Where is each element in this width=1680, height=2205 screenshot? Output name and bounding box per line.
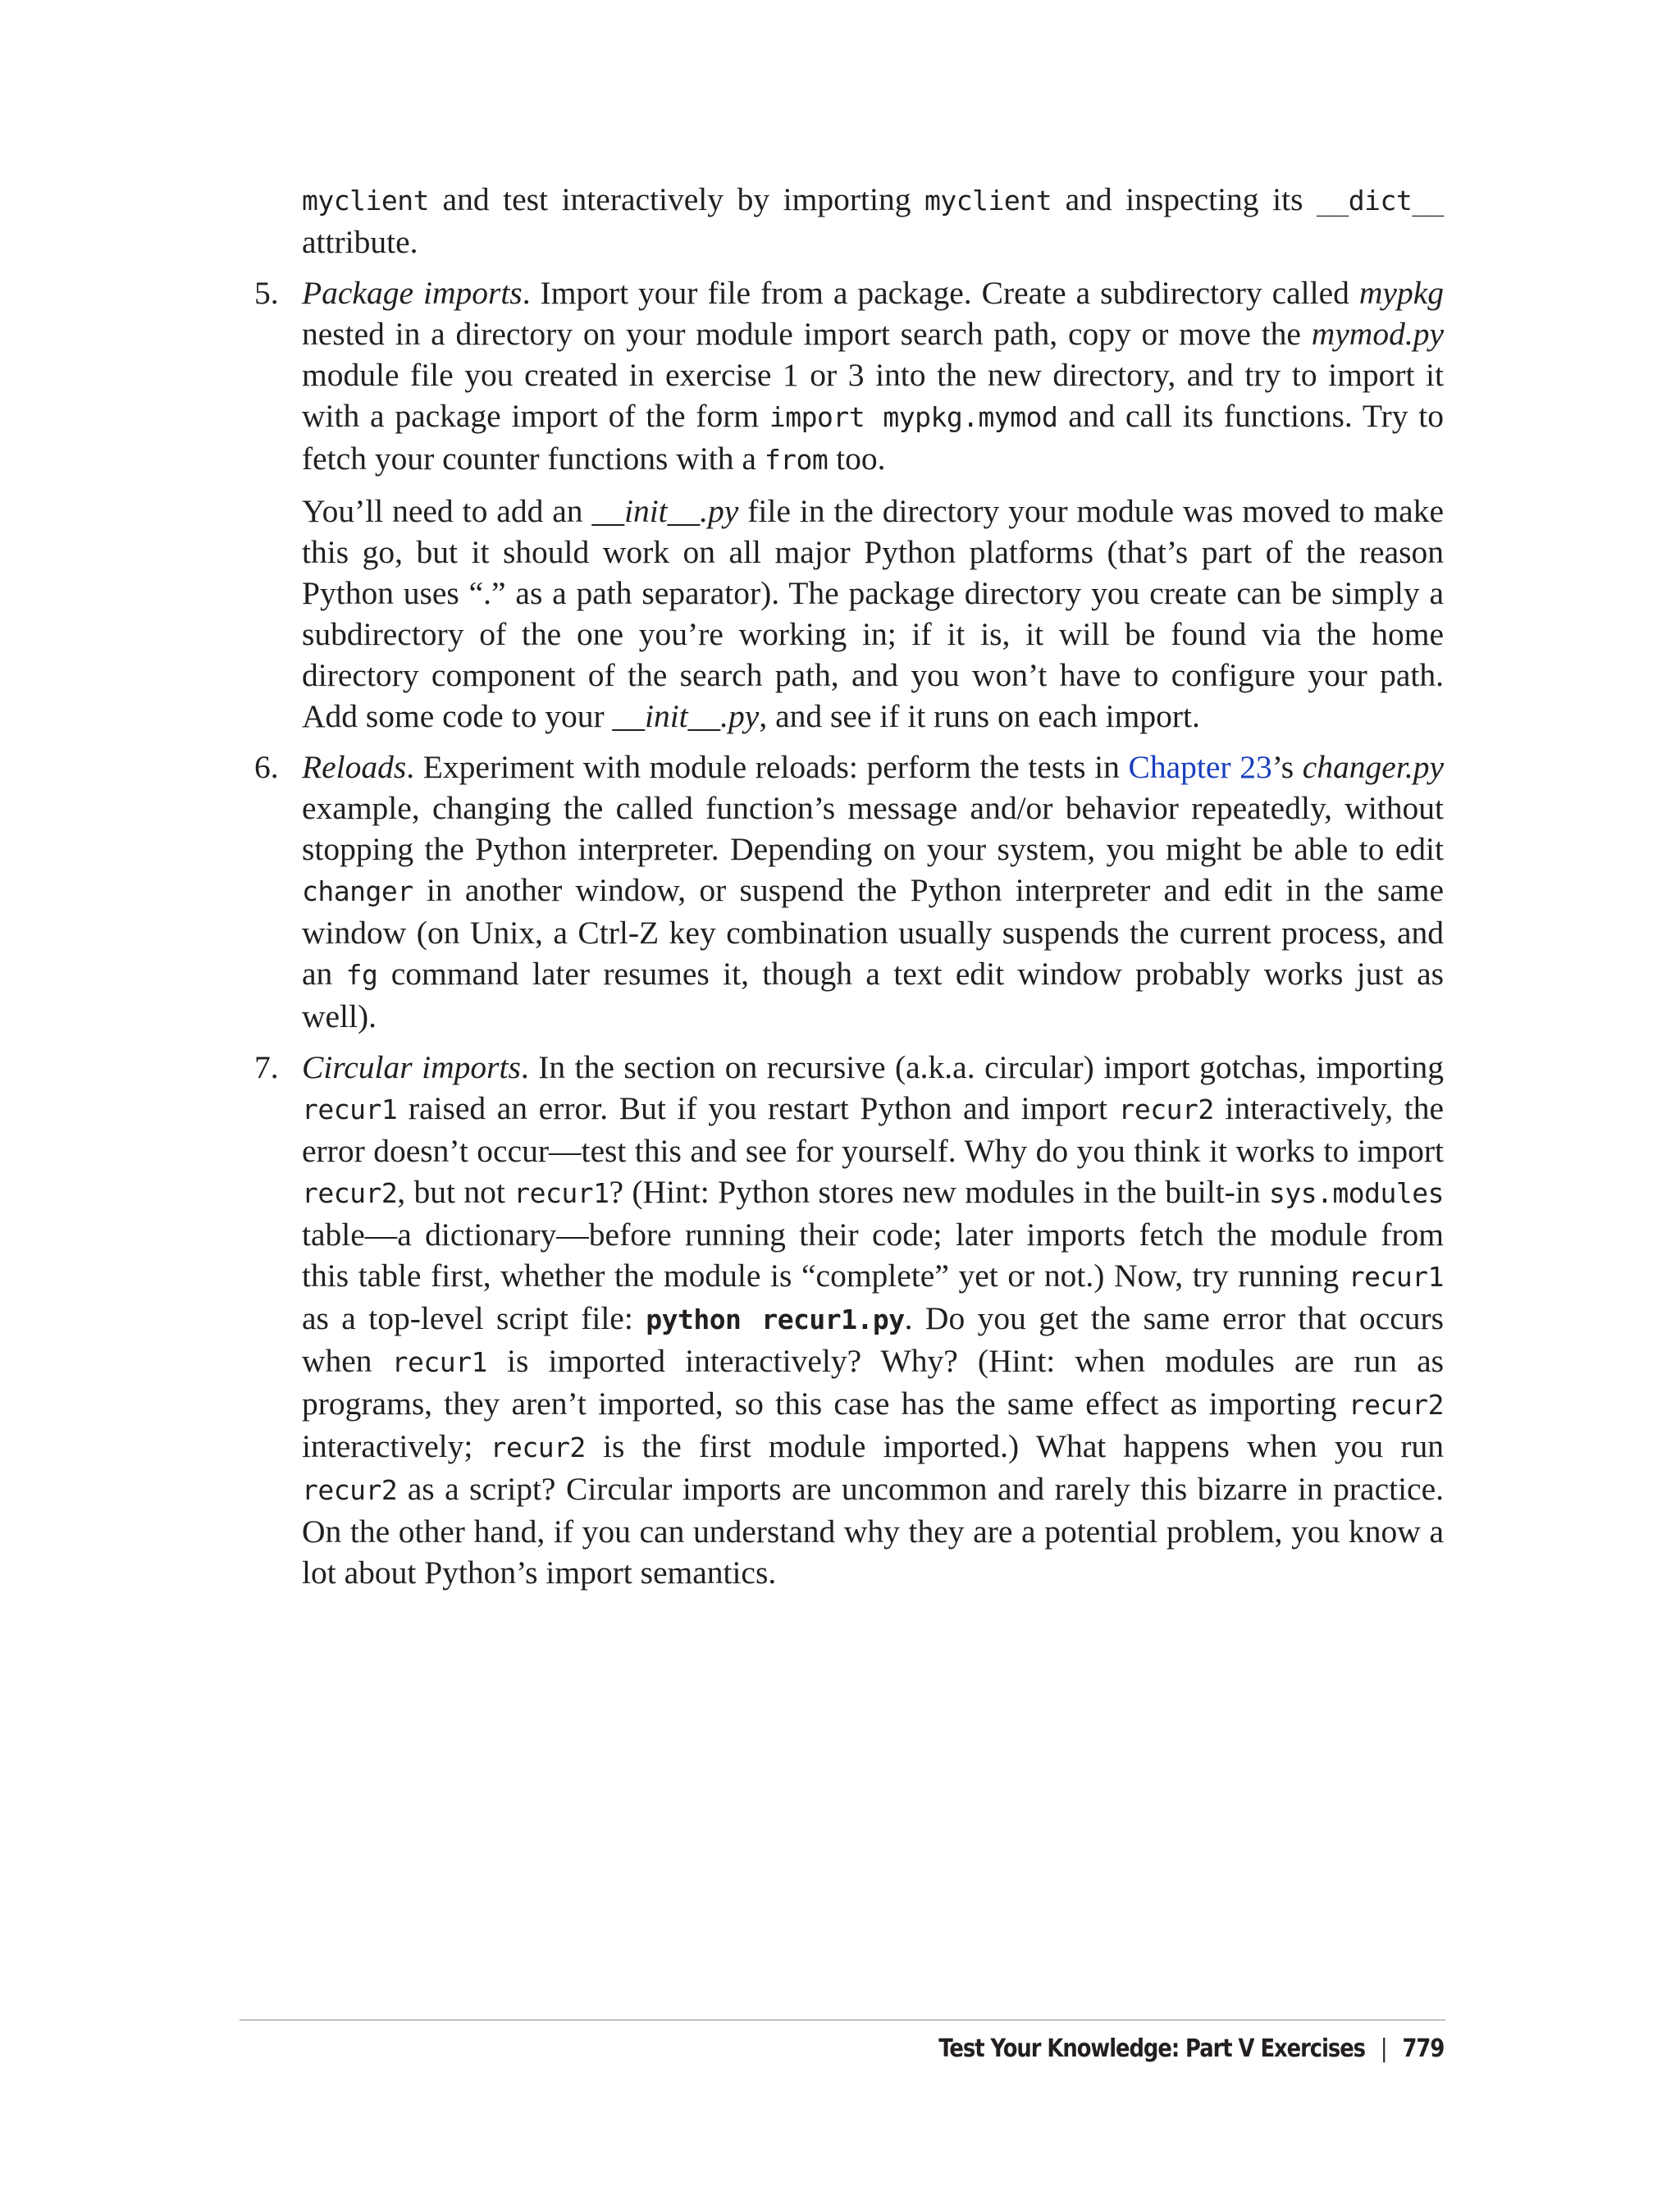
page-body <box>254 179 1445 1593</box>
continuation-paragraph: myclient and test interactively by importing myclient and inspecting its __dict__ attribute. <box>302 181 1444 260</box>
code-from: from <box>764 444 829 476</box>
exercise-5-paragraph: Package imports. Import your file from a package. Create a subdirectory called mypkg nested in a directory on your module import search path, copy or move the mymod.py module file you created in exercise 1 or 3 into the new directory, and try to import it with a package import of the form import mypkg.mymod and call its functions. Try to fetch your counter functions with a from too. <box>302 275 1444 477</box>
exercise-title: Circular imports <box>302 1049 521 1085</box>
code-fg: fg <box>345 959 378 991</box>
code-dict: __dict__ <box>1317 185 1444 217</box>
code-myclient: myclient <box>302 185 429 217</box>
code-myclient: myclient <box>924 185 1052 217</box>
code-import-statement: import mypkg.mymod <box>769 401 1058 433</box>
exercise-title: Reloads <box>302 749 407 785</box>
exercise-item-5 <box>254 272 1444 737</box>
exercise-7-paragraph: Circular imports. In the section on recursive (a.k.a. circular) import gotchas, importing recur1 raised an error. But if you restart Python and import recur2 interactively, the error doesn’t occur—test this and see for yourself. Why do you think it works to import recur2, but not recur1? (Hint: Python stores new modules in the built-in sys.modules table—a dictionary—before running their code; later imports fetch the module from this table first, whether the module is “complete” yet or not.) Now, try running recur1 as a top-level script file: python recur1.py. Do you get the same error that occurs when recur1 is imported interactively? Why? (Hint: when modules are run as programs, they aren’t imported, so this case has the same effect as importing recur2 interactively; recur2 is the first module imported.) What happens when you run recur2 as a script? Circular imports are uncommon and rarely this bizarre in practice. On the other hand, if you can understand why they are a potential problem, you know a lot about Python’s import semantics. <box>302 1049 1445 1591</box>
page-number: 779 <box>1402 2034 1444 2063</box>
footer-section-title: Test Your Knowledge: Part V Exercises <box>938 2034 1365 2063</box>
item-number: 6. <box>254 749 279 785</box>
exercise-item-7 <box>254 1047 1445 1593</box>
code-sys-modules: sys.modules <box>1268 1177 1444 1209</box>
item-number: 5. <box>254 275 279 311</box>
exercise-6-paragraph: Reloads. Experiment with module reloads: perform the tests in Chapter 23’s changer.py example, changing the called function’s message and/or behavior repeatedly, without stopping the Python interpreter. Depending on your system, you might be able to edit changer in another window, or suspend the Python interpreter and edit in the same window (on Unix, a Ctrl-Z key combination usually suspends the current process, and an fg command later resumes it, though a text edit window probably works just as well). <box>302 749 1444 1034</box>
code-changer: changer <box>302 875 413 907</box>
chapter-23-link[interactable]: Chapter 23 <box>1128 749 1272 785</box>
item-number: 7. <box>254 1049 279 1085</box>
exercise-title: Package imports <box>302 275 523 311</box>
footer-separator: | <box>1380 2034 1387 2063</box>
page-footer <box>938 2033 1444 2066</box>
command-python-recur1: python recur1.py <box>646 1303 905 1335</box>
exercise-5-note-paragraph: You’ll need to add an __init__.py file in the directory your module was moved to make this go, but it should work on all major Python platforms (that’s part of the reason Python uses “.” as a path separator). The package directory you create can be simply a subdirectory of the one you’re working in; if it is, it will be found via the home directory component of the search path, and you won’t have to configure your path. Add some code to your __init__.py, and see if it runs on each import. <box>302 493 1444 734</box>
exercise-item-6 <box>254 746 1444 1037</box>
